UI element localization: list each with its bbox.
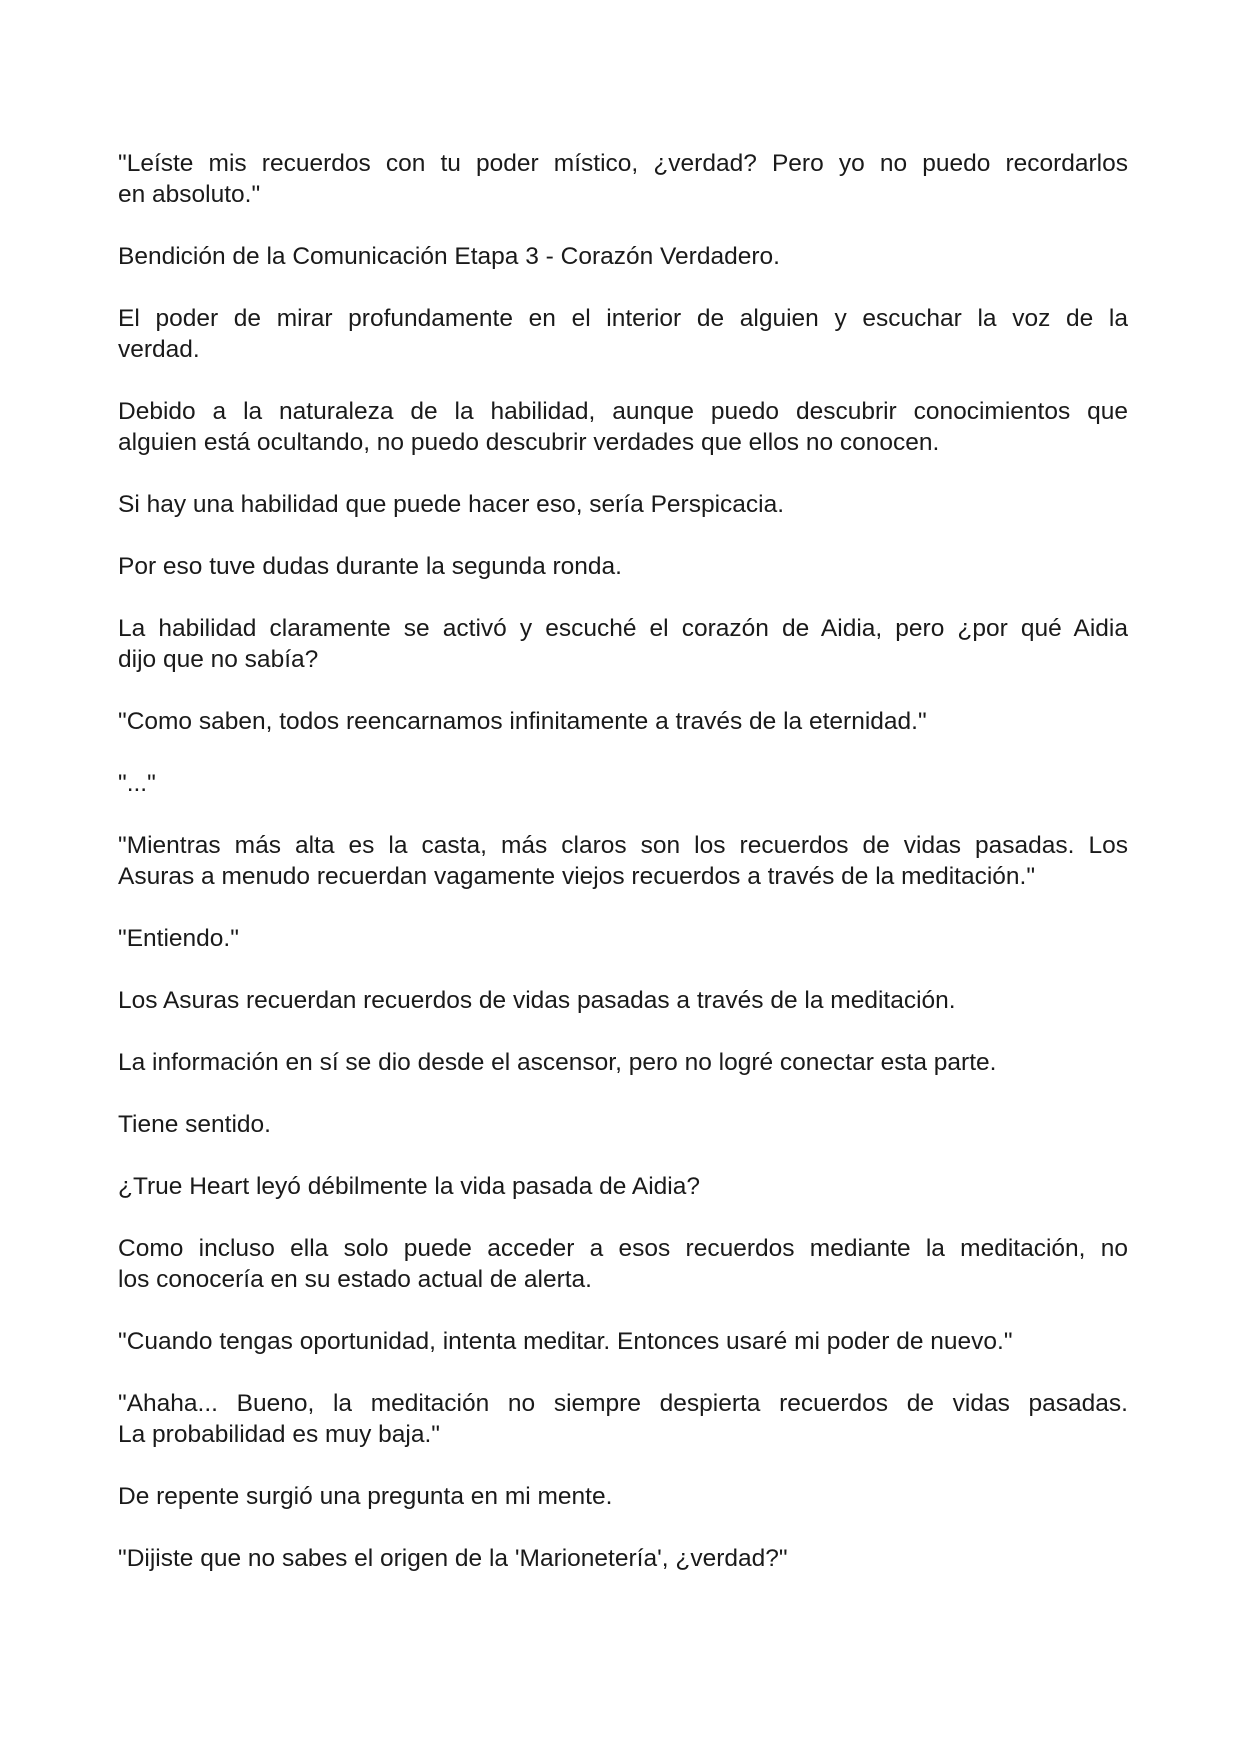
paragraph: [118, 1109, 1128, 1140]
paragraph: [118, 396, 1128, 458]
paragraph-line: los conocería en su estado actual de alerta.: [118, 1266, 592, 1293]
document-body: [118, 148, 1128, 1605]
paragraph: [118, 706, 1128, 737]
paragraph-line: La información en sí se dio desde el ascensor, pero no logré conectar esta parte.: [118, 1049, 997, 1076]
paragraph-line: Por eso tuve dudas durante la segunda ronda.: [118, 553, 622, 580]
paragraph: [118, 241, 1128, 272]
paragraph: [118, 923, 1128, 954]
paragraph: [118, 1047, 1128, 1078]
paragraph: [118, 613, 1128, 675]
paragraph-line: Asuras a menudo recuerdan vagamente viejos recuerdos a través de la meditación.": [118, 863, 1036, 890]
paragraph: [118, 1233, 1128, 1295]
paragraph: [118, 830, 1128, 892]
paragraph-line: Si hay una habilidad que puede hacer eso, sería Perspicacia.: [118, 491, 785, 518]
paragraph-line: en absoluto.": [118, 181, 261, 208]
paragraph-line: Bendición de la Comunicación Etapa 3 - Corazón Verdadero.: [118, 243, 780, 270]
paragraph-line: "Leíste mis recuerdos con tu poder místico, ¿verdad? Pero yo no puedo recordarlos: [118, 150, 1128, 177]
paragraph-line: El poder de mirar profundamente en el interior de alguien y escuchar la voz de la: [118, 305, 1128, 332]
paragraph: [118, 551, 1128, 582]
paragraph: [118, 148, 1128, 210]
paragraph: [118, 303, 1128, 365]
paragraph: [118, 1543, 1128, 1574]
paragraph-line: verdad.: [118, 336, 200, 363]
paragraph: [118, 1171, 1128, 1202]
paragraph-line: Como incluso ella solo puede acceder a esos recuerdos mediante la meditación, no: [118, 1235, 1128, 1262]
paragraph: [118, 985, 1128, 1016]
paragraph-line: "Entiendo.": [118, 925, 239, 952]
paragraph-line: dijo que no sabía?: [118, 646, 319, 673]
paragraph-line: "Mientras más alta es la casta, más claros son los recuerdos de vidas pasadas. Los: [118, 832, 1128, 859]
paragraph-line: La habilidad claramente se activó y escuché el corazón de Aidia, pero ¿por qué Aidia: [118, 615, 1128, 642]
paragraph-line: Tiene sentido.: [118, 1111, 271, 1138]
paragraph-line: De repente surgió una pregunta en mi mente.: [118, 1483, 613, 1510]
paragraph-line: Los Asuras recuerdan recuerdos de vidas pasadas a través de la meditación.: [118, 987, 956, 1014]
paragraph-line: "...": [118, 770, 156, 797]
paragraph-line: "Como saben, todos reencarnamos infinitamente a través de la eternidad.": [118, 708, 927, 735]
paragraph: [118, 489, 1128, 520]
paragraph: [118, 768, 1128, 799]
paragraph-line: ¿True Heart leyó débilmente la vida pasada de Aidia?: [118, 1173, 700, 1200]
paragraph-line: Debido a la naturaleza de la habilidad, aunque puedo descubrir conocimientos que: [118, 398, 1128, 425]
paragraph-line: "Dijiste que no sabes el origen de la 'Marionetería', ¿verdad?": [118, 1545, 788, 1572]
paragraph-line: La probabilidad es muy baja.": [118, 1421, 440, 1448]
paragraph: [118, 1481, 1128, 1512]
paragraph-line: "Ahaha... Bueno, la meditación no siempre despierta recuerdos de vidas pasadas.: [118, 1390, 1128, 1417]
paragraph: [118, 1388, 1128, 1450]
paragraph-line: alguien está ocultando, no puedo descubrir verdades que ellos no conocen.: [118, 429, 940, 456]
paragraph-line: "Cuando tengas oportunidad, intenta meditar. Entonces usaré mi poder de nuevo.": [118, 1328, 1013, 1355]
paragraph: [118, 1326, 1128, 1357]
